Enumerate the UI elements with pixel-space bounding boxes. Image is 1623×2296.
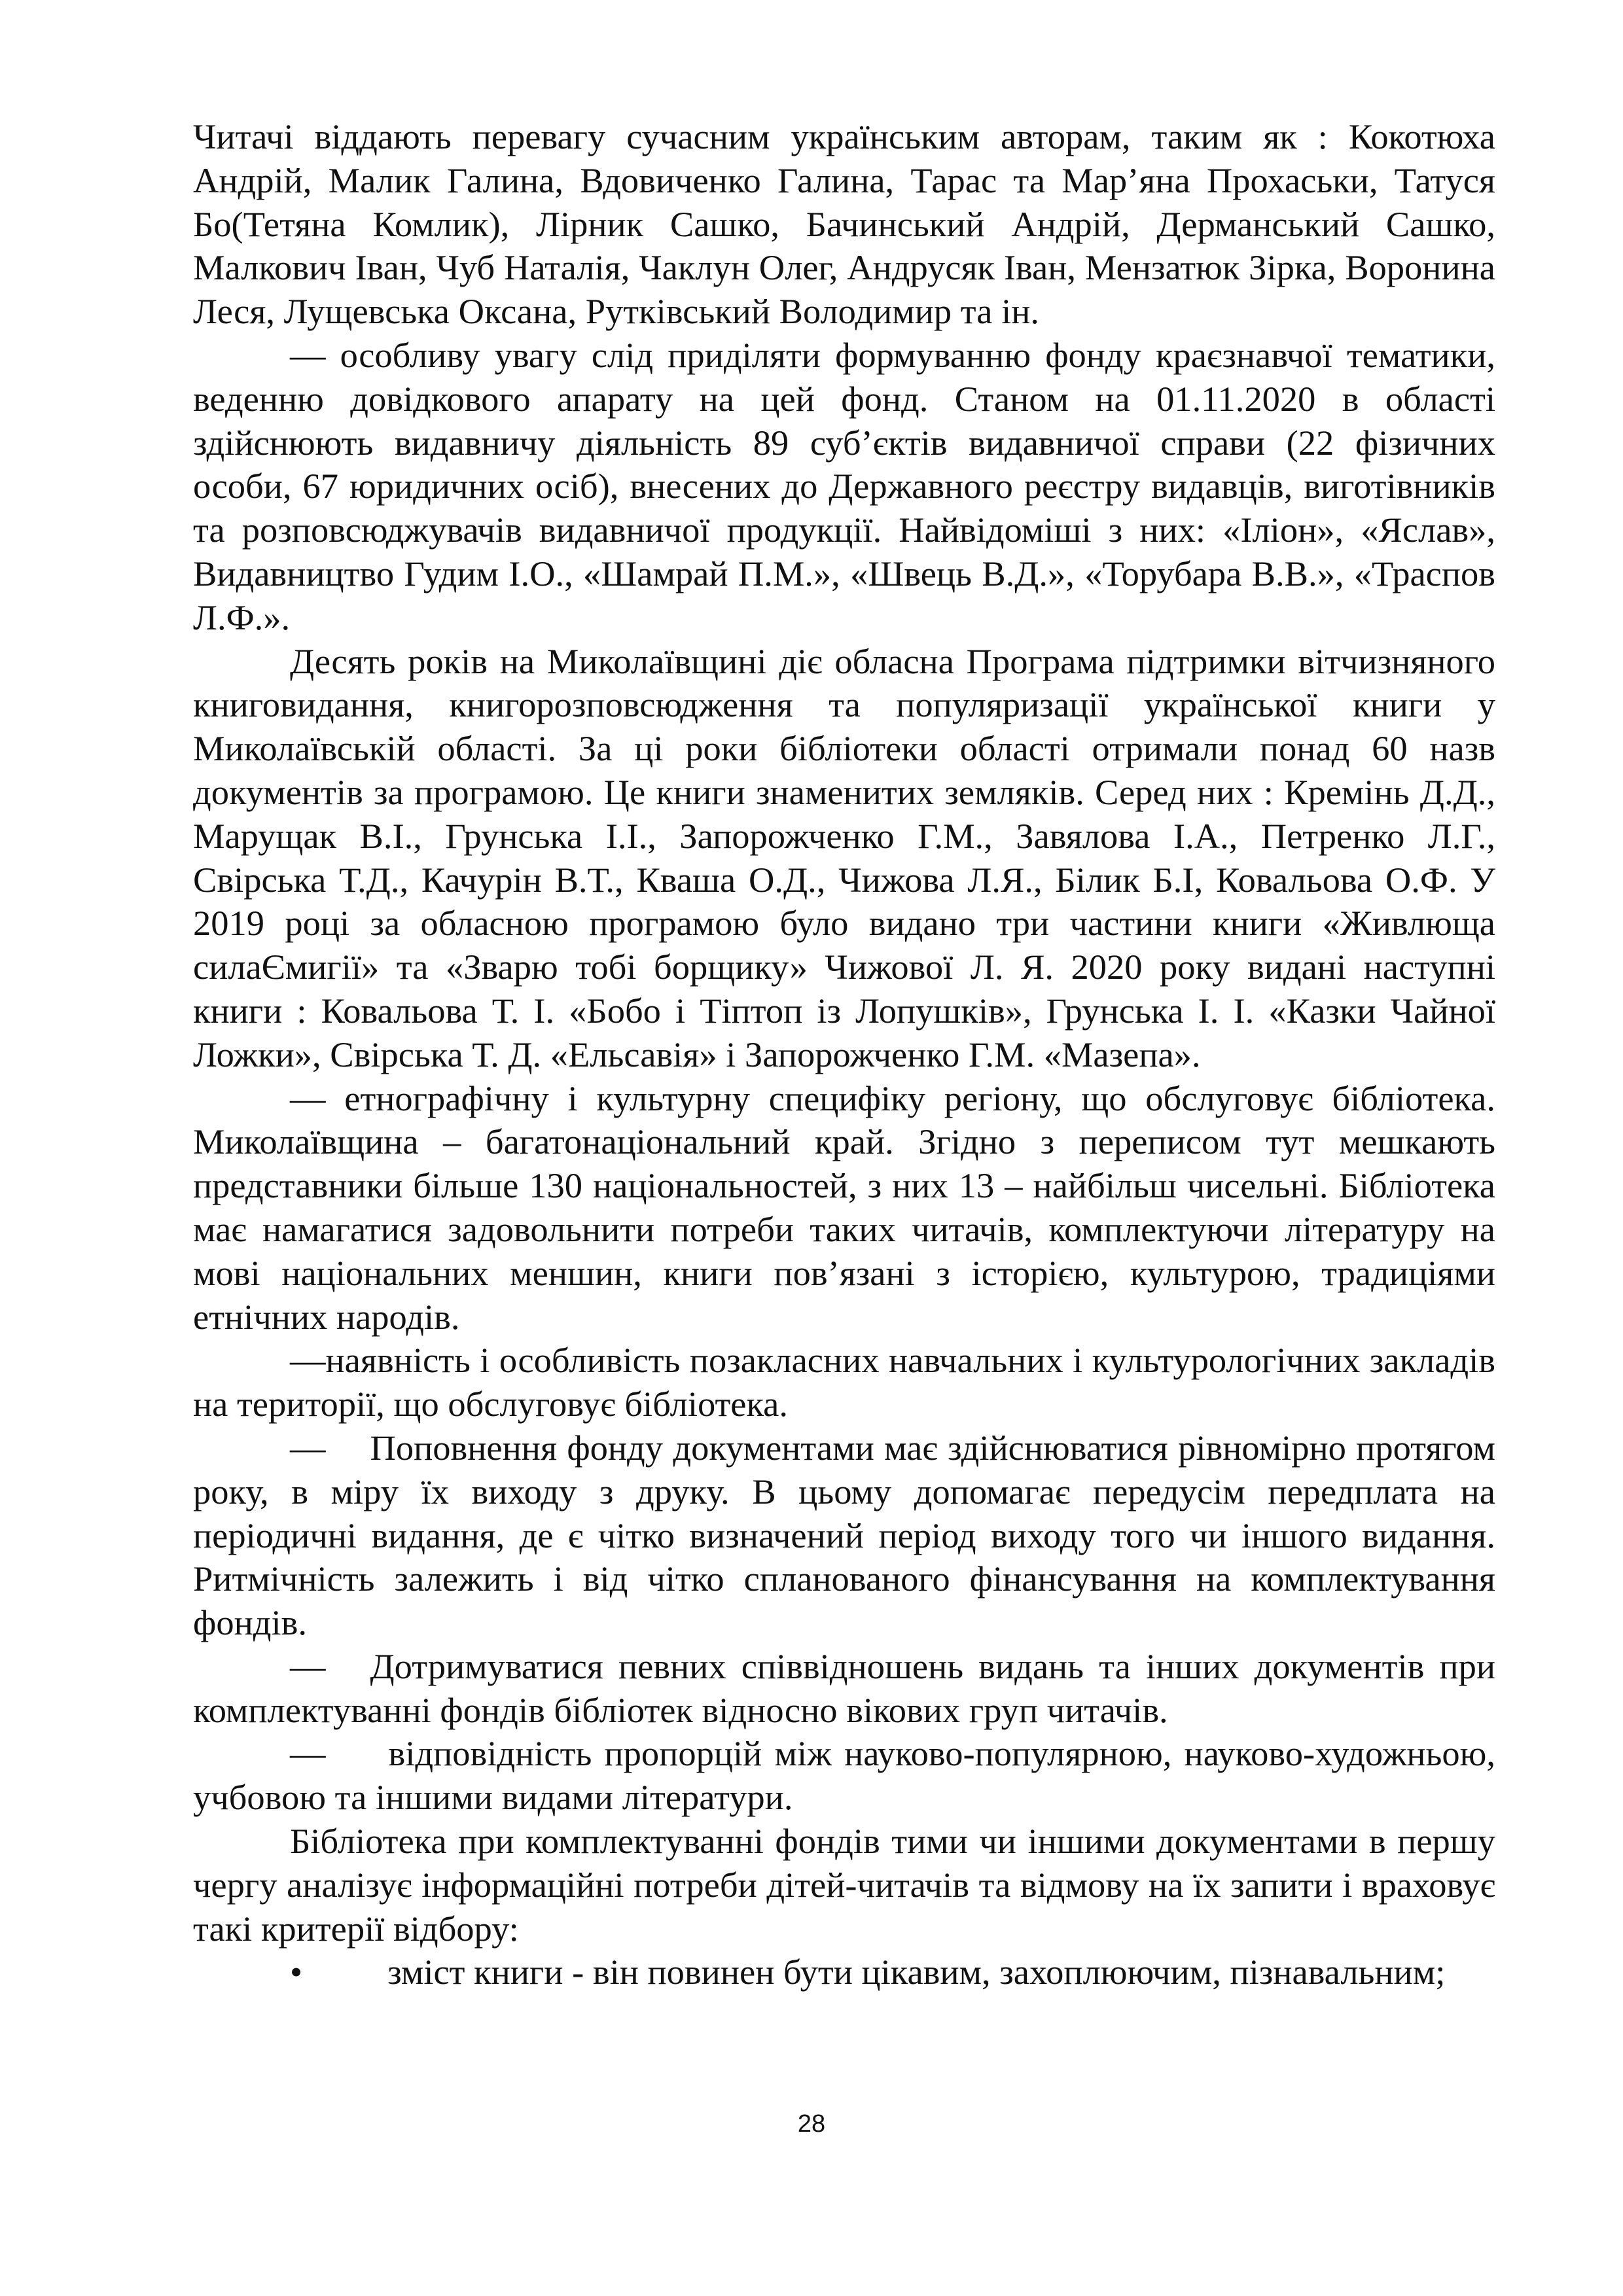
paragraph-text: відповідність пропорцій між науково-популярною, науково-художньою, учбовою та іншими видами літератури. xyxy=(193,1733,1495,1818)
paragraph-institutions: —наявність і особливість позакласних навчальних і культурологічних закладів на території, що обслуговує бібліотека. xyxy=(193,1340,1495,1424)
paragraph-ethnography: — етнографічну і культурну специфіку регіону, що обслуговує бібліотека. Миколаївщина – багатонаціональний край. Згідно з переписом тут мешкають представники більше 130 національностей, з них 13 – найбільш чисельні. Бібліотека має намагатися задовольнити потреби таких читачів, комплектуючи літературу на мові національних меншин, книги пов’язані з історією, культурою, традиціями етнічних народів. xyxy=(193,1078,1495,1337)
paragraph-program: Десять років на Миколаївщині діє обласна Програма підтримки вітчизняного книговидання, книгорозповсюдження та популяризації української книги у Миколаївській області. За ці роки бібліотеки області отримали понад 60 назв документів за програмою. Це книги знаменитих земляків. Серед них : Кремінь Д.Д., Марущак В.І., Грунська І.І., Запорожченко Г.М., Завялова І.А., Петренко Л.Г., Свірська Т.Д., Качурін В.Т., Кваша О.Д., Чижова Л.Я., Білик Б.І, Ковальова О.Ф. У 2019 році за обласною програмою було видано три частини книги «Живлюща силаЄмигії» та «Зварю тобі борщику» Чижової Л. Я. 2020 року видані наступні книги : Ковальова Т. І. «Бобо і Тіптоп із Лопушків», Грунська І. І. «Казки Чайної Ложки», Свірська Т. Д. «Ельсавія» і Запорожченко Г.М. «Мазепа». xyxy=(193,641,1495,1074)
paragraph-authors: Читачі віддають перевагу сучасним українським авторам, таким як : Кокотюха Андрій, Малик Галина, Вдовиченко Галина, Тарас та Мар’яна Прохаськи, Татуся Бо(Тетяна Комлик), Лірник Сашко, Бачинський Андрій, Дерманський Сашко, Малкович Іван, Чуб Наталія, Чаклун Олег, Андрусяк Іван, Мензатюк Зірка, Воронина Леся, Лущевська Оксана, Рутківський Володимир та ін. xyxy=(193,116,1495,332)
dash-marker: — xyxy=(290,1646,326,1686)
paragraph-ratios xyxy=(193,1645,1495,1733)
paragraph-local-lore: — особливу увагу слід приділяти формуванню фонду краєзнавчої тематики, веденню довідкового апарату на цей фонд. Станом на 01.11.2020 в області здійснюють видавничу діяльність 89 суб’єктів видавничої справи (22 фізичних особи, 67 юридичних осіб), внесених до Державного реєстру видавців, виготівників та розповсюджувачів видавничої продукції. Найвідоміші з них: «Іліон», «Яслав», Видавництво Гудим І.О., «Шамрай П.М.», «Швець В.Д.», «Торубара В.В.», «Траспов Л.Ф.». xyxy=(193,334,1495,637)
paragraph-text: Дотримуватися певних співвідношень видань та інших документів при комплектуванні фондів бібліотек відносно вікових груп читачів. xyxy=(193,1646,1495,1730)
paragraph-replenishment xyxy=(193,1426,1495,1645)
bullet-marker: • xyxy=(290,1952,303,1992)
dash-marker: — xyxy=(290,1733,326,1774)
document-body xyxy=(193,115,1495,1994)
paragraph-proportions xyxy=(193,1732,1495,1820)
page-number: 28 xyxy=(797,2110,826,2138)
bullet-text: зміст книги - він повинен бути цікавим, захоплюючим, пізнавальним; xyxy=(387,1952,1446,1992)
dash-marker: — xyxy=(290,1427,326,1468)
paragraph-text: Поповнення фонду документами має здійснюватися рівномірно протягом року, в міру їх виходу з друку. В цьому допомагає передусім передплата на періодичні видання, де є чітко визначений період виходу того чи іншого видання. Ритмічність залежить і від чітко спланованого фінансування на комплектування фондів. xyxy=(193,1427,1495,1643)
paragraph-criteria: Бібліотека при комплектуванні фондів тими чи іншими документами в першу чергу аналізує інформаційні потреби дітей-читачів та відмову на їх запити і враховує такі критерії відбору: xyxy=(193,1821,1495,1949)
bullet-item-content xyxy=(193,1951,1495,1994)
